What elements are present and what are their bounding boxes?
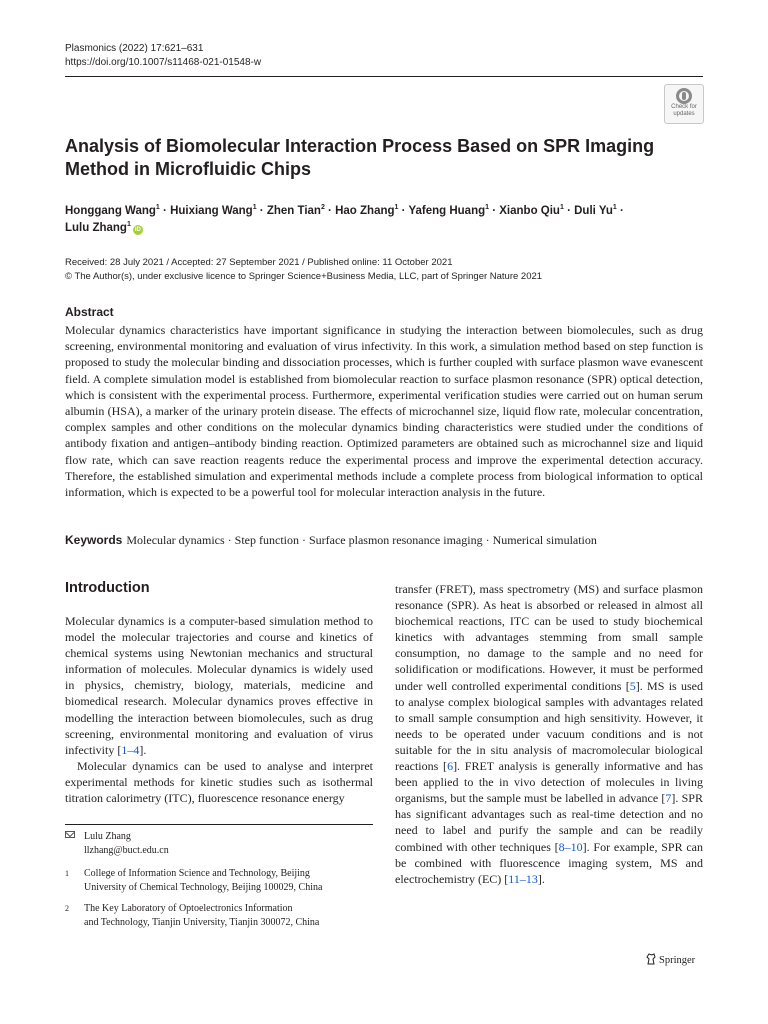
- author-name[interactable]: Zhen Tian: [266, 205, 321, 217]
- publisher-name: Springer: [659, 955, 696, 966]
- author-name[interactable]: Honggang Wang: [65, 205, 156, 217]
- check-for-updates-icon: [676, 88, 692, 104]
- affiliation-1: 1 College of Information Science and Technology, Beijing University of Chemical Technology, Beijing 100029, China: [65, 868, 323, 893]
- affiliation-number: 1: [65, 869, 69, 878]
- author-list: Honggang Wang$^1$ · Huixiang Wang$^1$ · Zhen Tian$^2$ · Hao Zhang$^1$ · Yafeng Huang$^1$ · Xianbo Qiu$^1$ · Duli $Yu^1$ · Lulu Zhang$^1$iD: [65, 204, 624, 234]
- intro-paragraph-2-cont: transfer (FRET), mass spectrometry (MS) and surface plasmon resonance (SPR). As heat is absorbed or released in almost all biochemical reactions, ITC can be used to study biochemical kinetics with advantages stemming from small sample consumption, no damage to the sample and no need for solidification or modifications. However, it must be performed under well controlled experimental conditions [5]. MS is used to analyse complex biological samples with advantages related to small sample consumption and high sensitivity. However, it needs to be operated under vacuum conditions and is not suitable for the in situ analysis of macromolecular biological reactions [6]. FRET analysis is generally informative and has been applied to the in vivo detection of molecules in living organisms, but the sample must be labelled in advance [7]. SPR has significant advantages such as real-time detection and no need to label and purify the sample and can be readily combined with other techniques [8–10]. For example, SPR can be combined with fluorescence imaging system, MS and electrochemistry (EC) [11–13].: [395, 582, 704, 886]
- citation-link[interactable]: 8–10: [558, 839, 583, 854]
- author-name[interactable]: Duli Yu: [574, 205, 613, 217]
- keywords-list: Molecular dynamics · Step function · Surface plasmon resonance imaging · Numerical simulation: [126, 533, 597, 547]
- citation-link[interactable]: 1–4: [121, 742, 140, 757]
- author-name[interactable]: Huixiang Wang: [170, 205, 253, 217]
- citation-link[interactable]: 6: [447, 759, 454, 774]
- badge-line1: Check for: [671, 104, 697, 110]
- corresponding-author-footnote: [65, 830, 364, 858]
- copyright-line: © The Author(s), under exclusive licence to Springer Science+Business Media, LLC, part of Springer Nature 2021: [65, 271, 543, 282]
- keywords: [65, 532, 597, 548]
- affiliation-2: 2 The Key Laboratory of Optoelectronics Information and Technology, Tianjin University, Tianjin 300072, China: [65, 903, 320, 928]
- abstract-text: Molecular dynamics characteristics have important significance in studying the interaction between biomolecules, such as drug screening, environmental monitoring and evaluation of virus infectivity. In this work, a simulation method based on step function is proposed to study the molecular binding and dissociation processes, which is further coupled with surface plasmon wave evanescent field. A complete simulation model is established from biomolecular reaction to surface plasmon resonance (SPR) optical detection, which is consistent with the experimental process. Furthermore, experimental verification studies were carried out on human serum albumin (HSA), a marker of the urinary protein disease. The effects of microchannel size, liquid flow rate, molecular concentration, complex samples and other conditions on the molecular dynamics binding characteristics were studied under the conditions of antibody fixation and antigen–antibody binding reaction. Optimized parameters are obtained such as microchannel size and liquid flow rate, which can save reaction reagents reduce the experimental process and improve the experimental detection accuracy. Therefore, the established simulation and experimental methods include a complete process from biological information to optical information, which is expected to be a powerful tool for molecular interaction analysis in the future.: [65, 323, 703, 500]
- affiliation-number: 2: [65, 904, 69, 913]
- author-name[interactable]: Yafeng Huang: [408, 205, 486, 217]
- header-rule: [65, 76, 703, 77]
- left-column: [65, 613, 373, 806]
- check-for-updates-badge[interactable]: [664, 84, 704, 124]
- corresponding-author-email[interactable]: llzhang@buct.edu.cn: [84, 845, 169, 856]
- orcid-icon[interactable]: iD: [134, 227, 141, 233]
- received-accepted-published: Received: 28 July 2021 / Accepted: 27 September 2021 / Published online: 11 October 2021: [65, 257, 453, 268]
- badge-line2: updates: [673, 110, 695, 117]
- journal-header: [65, 42, 261, 70]
- corresponding-author-name: Lulu Zhang: [84, 831, 131, 842]
- article-dates: [65, 256, 542, 284]
- publisher-logo: [646, 953, 695, 966]
- keywords-label: Keywords: [65, 533, 123, 547]
- abstract-heading: Abstract: [65, 305, 114, 319]
- footnote-rule: [65, 824, 373, 825]
- author-name[interactable]: Xianbo Qiu: [499, 205, 560, 217]
- doi-link[interactable]: https://doi.org/10.1007/s11468-021-01548-w: [65, 57, 262, 68]
- envelope-icon: [65, 831, 75, 838]
- introduction-heading: Introduction: [65, 580, 150, 596]
- springer-horse-icon: [646, 953, 656, 965]
- citation-link[interactable]: 5: [629, 678, 636, 693]
- citation-link[interactable]: 7: [665, 791, 672, 806]
- right-column: [395, 581, 703, 887]
- author-name[interactable]: Hao Zhang: [335, 205, 395, 217]
- article-title: Analysis of Biomolecular Interaction Process Based on SPR Imaging Method in Microfluidic Chips: [65, 136, 655, 179]
- intro-paragraph-1: Molecular dynamics is a computer-based simulation method to model the molecular trajectories and course and kinetics of chemical systems using Newtonian mechanics and structural information of molecules. Molecular dynamics is widely used in physics, chemistry, biology, materials, medicine and biomedical research. Molecular dynamics proves effective in modelling the interaction between biomolecules, such as drug screening, environmental monitoring and evaluation of virus infectivity [1–4].: [65, 614, 373, 757]
- author-name[interactable]: Lulu Zhang: [65, 222, 127, 234]
- journal-citation: Plasmonics (2022) 17:621–631: [65, 43, 204, 54]
- citation-link[interactable]: 11–13: [508, 871, 538, 886]
- intro-paragraph-2: Molecular dynamics can be used to analyse and interpret experimental methods for kinetic studies such as isothermal titration calorimetry (ITC), fluorescence resonance energy: [65, 758, 373, 806]
